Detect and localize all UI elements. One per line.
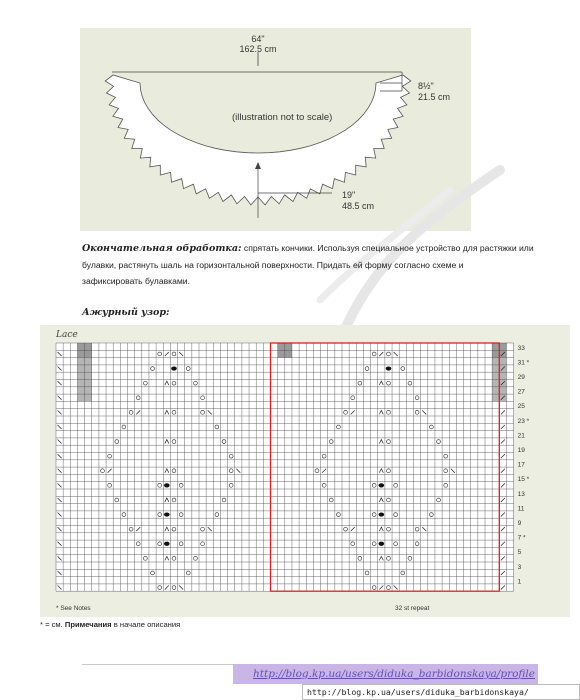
row-number: 3 [517, 563, 522, 571]
footnote-bold: Примечания [64, 620, 112, 629]
row-number: 9 [517, 520, 522, 527]
finishing-line-3: зафиксировать булавками. [82, 276, 190, 286]
finishing-text [82, 240, 552, 289]
finishing-heading: Окончательная обработка: [82, 243, 242, 254]
chart-label: Lace [56, 330, 78, 340]
finishing-line-1 [82, 240, 552, 257]
row-number: 31 * [517, 359, 530, 367]
depth-cm: 48.5 cm [342, 201, 375, 211]
row-number: 29 [517, 374, 525, 381]
footnote-star: * = см. [40, 620, 63, 629]
shawl-schematic [80, 28, 471, 231]
row-number: 27 [517, 388, 525, 396]
bobble-mark [164, 512, 170, 516]
finishing-text-1: спрятать кончики. Используя специальное устройство для растяжки или [243, 243, 534, 253]
bobble-mark [386, 366, 392, 370]
lace-chart [40, 325, 570, 617]
profile-link[interactable]: http://blog.kp.ua/users/diduka_barbidonskaya/profile [233, 664, 538, 684]
scale-note: (illustration not to scale) [232, 112, 333, 123]
row-number: 21 [517, 432, 525, 440]
bobble-mark [379, 483, 385, 487]
width-inches: 64" [251, 34, 265, 44]
row-number: 19 [517, 447, 525, 454]
repeat-label: 32 st repeat [395, 605, 430, 612]
row-number: 5 [517, 549, 522, 557]
row-number: 13 [517, 490, 525, 498]
url-bar[interactable]: http://blog.kp.ua/users/diduka_barbidonskaya/ [302, 684, 580, 700]
footnote [40, 620, 180, 629]
bobble-mark [379, 512, 385, 516]
edge-inches: 8½" [418, 81, 434, 91]
footnote-rest: в начале описания [113, 620, 181, 629]
bobble-mark [379, 542, 385, 546]
row-number: 17 [517, 461, 525, 469]
row-number: 25 [517, 403, 525, 411]
chart-grid [56, 343, 514, 591]
row-number: 15 * [517, 476, 530, 484]
bobble-mark [164, 483, 170, 487]
row-number: 23 * [517, 417, 530, 425]
edge-cm: 21.5 cm [418, 92, 451, 102]
bobble-mark [164, 542, 170, 546]
width-cm: 162.5 cm [239, 44, 277, 54]
finishing-line-2: булавки, растянуть шаль на горизонтальной поверхности. Придать ей форму согласно схеме и [82, 260, 464, 270]
row-number: 7 * [517, 534, 526, 542]
pattern-title: Ажурный узор: [82, 307, 170, 318]
row-number: 33 [517, 344, 525, 352]
depth-inches: 19" [342, 190, 356, 200]
row-number: 11 [517, 505, 525, 513]
row-number: 1 [517, 578, 522, 586]
bobble-mark [171, 366, 177, 370]
see-notes: * See Notes [56, 605, 91, 612]
